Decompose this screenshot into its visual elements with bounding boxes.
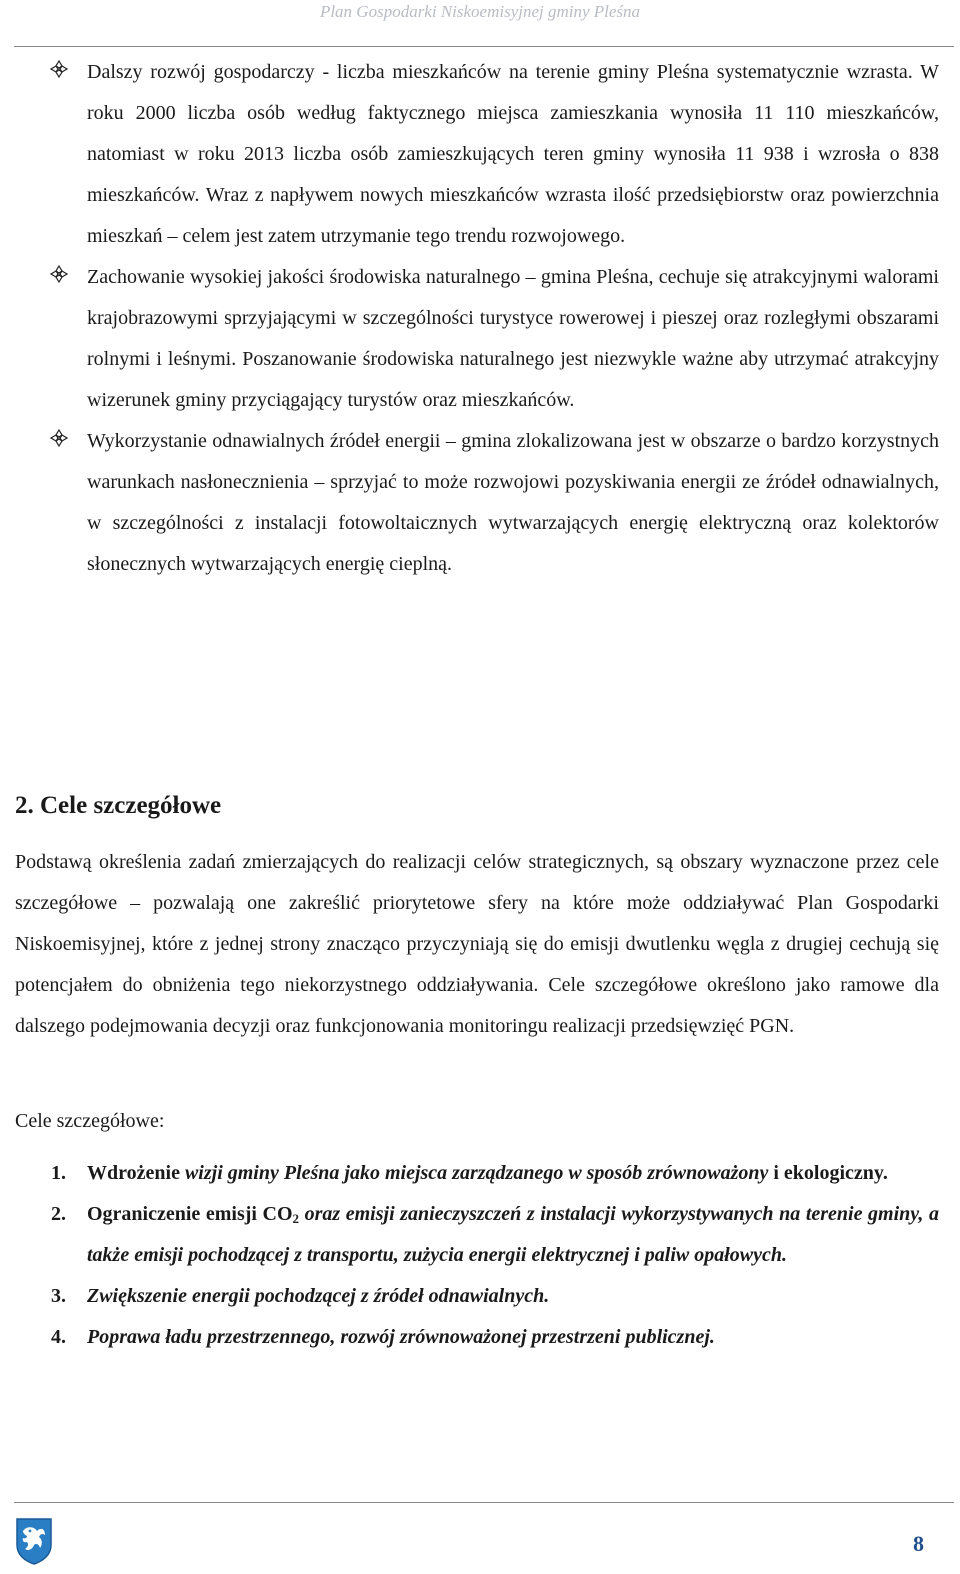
goal-number: 1. bbox=[51, 1162, 66, 1184]
bullet-text: Zachowanie wysokiej jakości środowiska naturalnego – gmina Pleśna, cechuje się atrakcyjnymi walorami krajobrazowymi sprzyjającymi w szczególności turystyce rowerowej i pieszej oraz rozległymi obszarami rolnymi i leśnymi. Poszanowanie środowiska naturalnego jest niezwykle ważne aby utrzymać atrakcyjny wizerunek gminy przyciągający turystów oraz mieszkańców. bbox=[87, 266, 939, 411]
goal-item bbox=[51, 1276, 939, 1317]
goal-item bbox=[51, 1194, 939, 1276]
bullet-item bbox=[87, 52, 939, 257]
bullet-item bbox=[87, 421, 939, 585]
section-paragraph: Podstawą określenia zadań zmierzających do realizacji celów strategicznych, są obszary wyznaczone przez cele szczegółowe – pozwalają one zakreślić priorytetowe sfery na które może oddziaływać Plan Gospodarki Niskoemisyjnej, które z jednej strony znacząco przyczyniają się do emisji dwutlenku węgla z drugiej cechują się potencjałem do obniżenia tego niekorzystnego oddziaływania. Cele szczegółowe określono jako ramowe dla dalszego podejmowania decyzji oraz funkcjonowania monitoringu realizacji przedsięwzięć PGN. bbox=[15, 851, 939, 1037]
goals-list bbox=[0, 1153, 960, 1358]
goal-text: oraz emisji zanieczyszczeń z instalacji wykorzystywanych na terenie gminy, a także emisji pochodzącej z transportu, zużycia energii elektrycznej i paliw opałowych. bbox=[87, 1203, 939, 1266]
goal-item bbox=[51, 1153, 939, 1194]
goal-text: Zwiększenie energii pochodzącej z źródeł odnawialnych. bbox=[87, 1285, 550, 1307]
coat-of-arms-icon bbox=[15, 1517, 53, 1565]
goal-lead: Ograniczenie emisji CO bbox=[87, 1203, 293, 1225]
header-divider bbox=[14, 46, 954, 47]
goal-number: 2. bbox=[51, 1203, 66, 1225]
bullet-text: Wykorzystanie odnawialnych źródeł energii – gmina zlokalizowana jest w obszarze o bardzo korzystnych warunkach nasłonecznienia – sprzyjać to może rozwojowi pozyskiwania energii ze źródeł odnawialnych, w szczególności z instalacji fotowoltaicznych wytwarzających energię elektryczną oraz kolektorów słonecznych wytwarzających energię cieplną. bbox=[87, 430, 939, 575]
goal-tail: i ekologiczny. bbox=[768, 1162, 888, 1184]
diamond-bullet-icon bbox=[50, 265, 68, 283]
bullet-list bbox=[0, 52, 960, 585]
goal-text: Poprawa ładu przestrzennego, rozwój zrównoważonej przestrzeni publicznej. bbox=[87, 1326, 715, 1348]
goal-item bbox=[51, 1317, 939, 1358]
goal-subscript: 2 bbox=[292, 1211, 300, 1226]
diamond-bullet-icon bbox=[50, 60, 68, 78]
bullet-item bbox=[87, 257, 939, 421]
footer-divider bbox=[14, 1502, 954, 1503]
section-number: 2. bbox=[15, 792, 34, 819]
goal-number: 4. bbox=[51, 1326, 66, 1348]
section-heading bbox=[15, 788, 221, 824]
goal-text: wizji gminy Pleśna jako miejsca zarządzanego w sposób zrównoważony bbox=[179, 1162, 769, 1184]
bullet-text: Dalszy rozwój gospodarczy - liczba mieszkańców na terenie gminy Pleśna systematycznie wzrasta. W roku 2000 liczba osób według faktycznego miejsca zamieszkania wynosiła 11 110 mieszkańców, natomiast w roku 2013 liczba osób zamieszkujących teren gminy wynosiła 11 938 i wzrosła o 838 mieszkańców. Wraz z napływem nowych mieszkańców wzrasta ilość przedsiębiorstw oraz powierzchnia mieszkań – celem jest zatem utrzymanie tego trendu rozwojowego. bbox=[87, 61, 939, 247]
running-header bbox=[0, 0, 960, 28]
header-title: Plan Gospodarki Niskoemisyjnej gminy Pleśna bbox=[319, 2, 641, 21]
goal-number: 3. bbox=[51, 1285, 66, 1307]
goal-lead: Wdrożenie bbox=[87, 1162, 180, 1184]
page-number: 8 bbox=[913, 1531, 924, 1556]
goals-list-label: Cele szczegółowe: bbox=[15, 1110, 165, 1132]
section-title: Cele szczegółowe bbox=[40, 792, 222, 819]
diamond-bullet-icon bbox=[50, 429, 68, 447]
